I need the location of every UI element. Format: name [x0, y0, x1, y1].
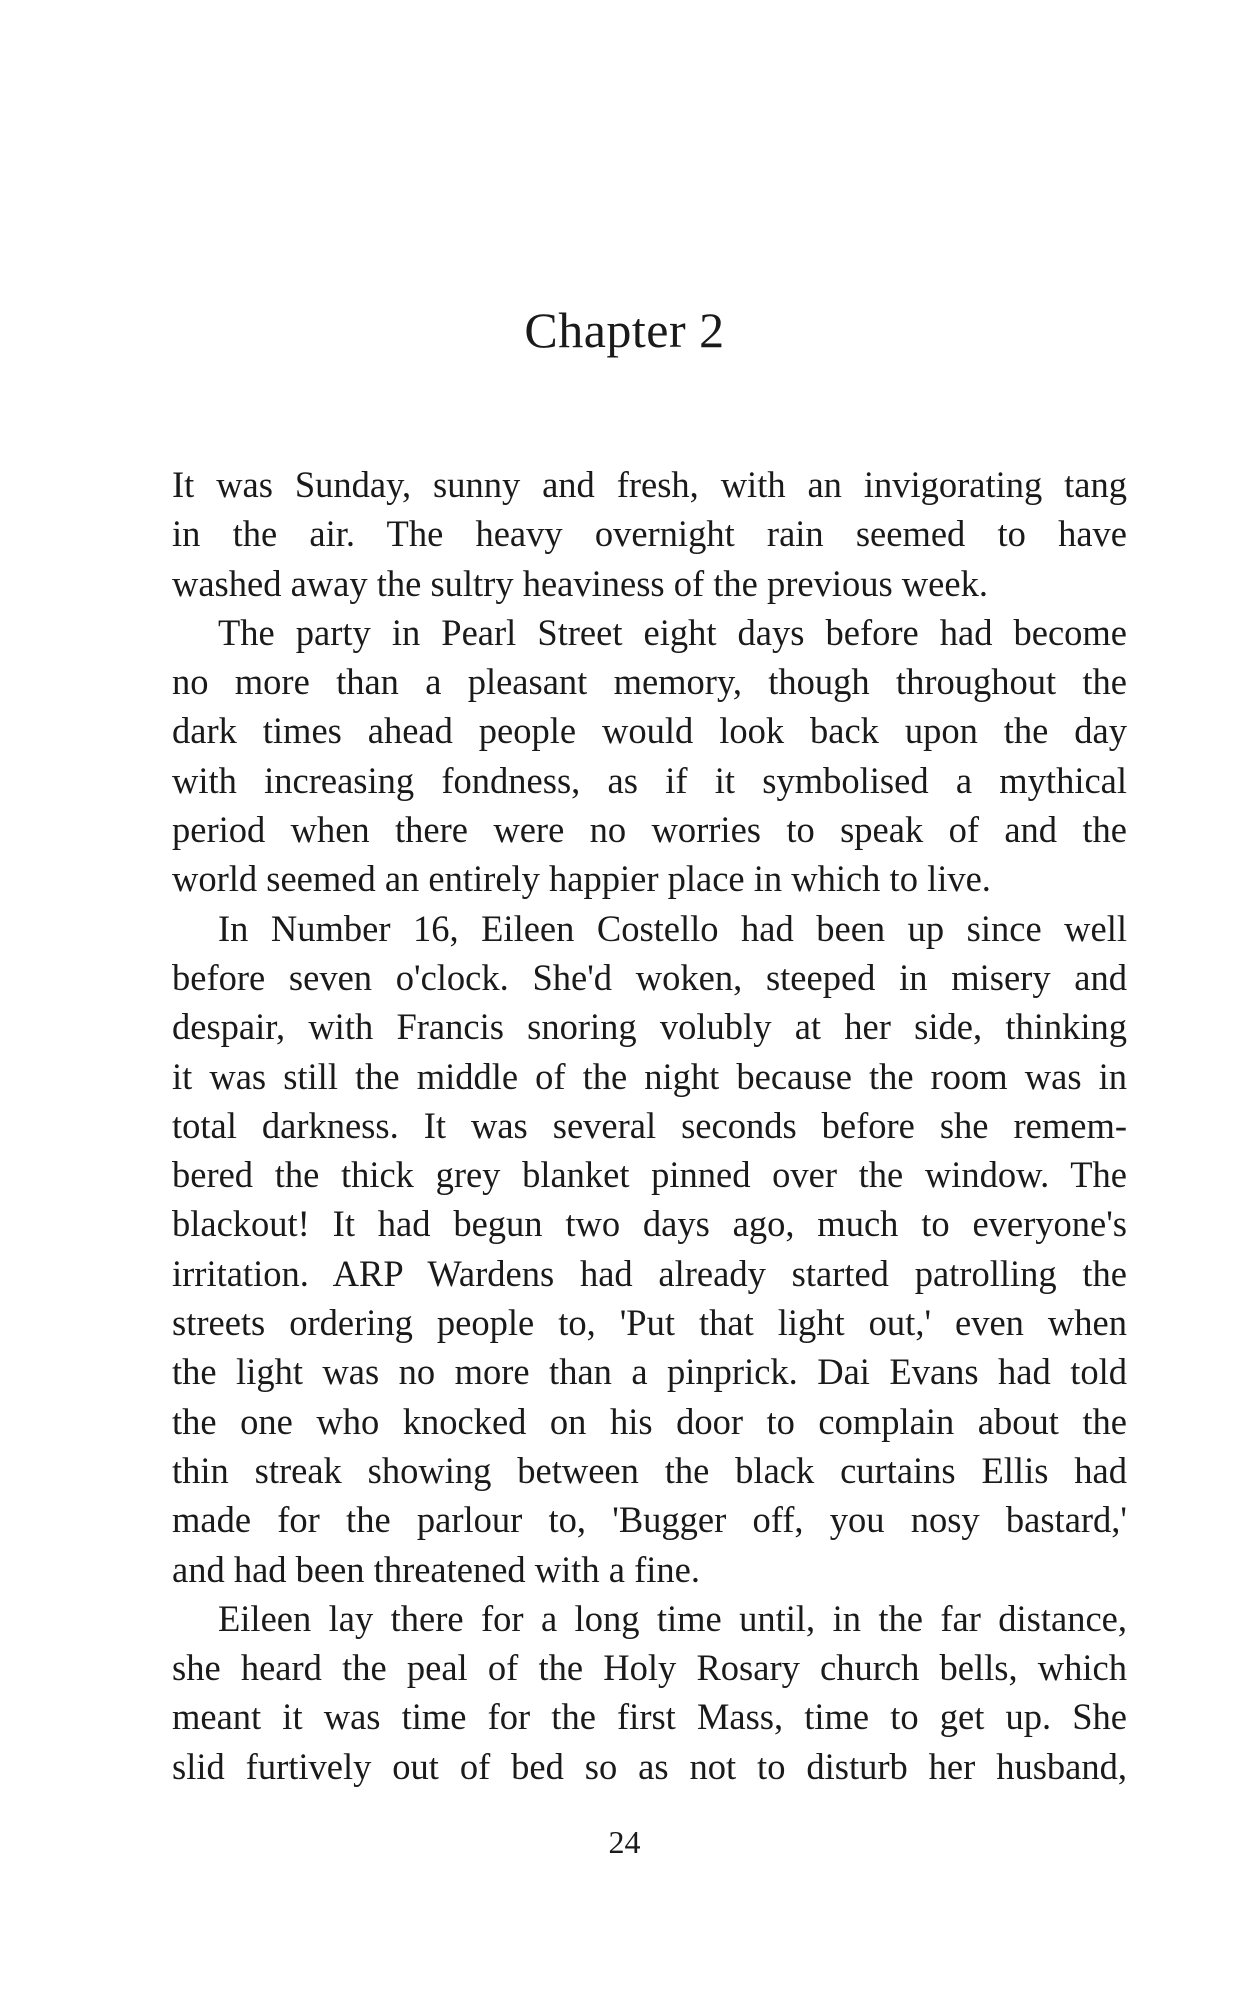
body-text — [172, 460, 1127, 1791]
text-line: no more than a pleasant memory, though throughout the — [172, 661, 1127, 703]
chapter-title: Chapter 2 — [524, 302, 725, 358]
text-line: washed away the sultry heaviness of the previous week. — [172, 562, 988, 604]
text-line: in the air. The heavy overnight rain seemed to have — [172, 513, 1127, 555]
text-line: meant it was time for the first Mass, time to get up. She — [172, 1696, 1127, 1738]
text-line: period when there were no worries to speak of and the — [172, 809, 1127, 851]
text-line: thin streak showing between the black curtains Ellis had — [172, 1449, 1127, 1491]
paragraph — [172, 608, 1127, 904]
text-line: streets ordering people to, 'Put that light out,' even when — [172, 1302, 1127, 1344]
text-line: total darkness. It was several seconds before she remem- — [172, 1104, 1127, 1146]
paragraph — [172, 1594, 1127, 1791]
text-line: In Number 16, Eileen Costello had been up since well — [218, 907, 1127, 949]
text-line: The party in Pearl Street eight days before had become — [218, 611, 1127, 653]
text-line: and had been threatened with a fine. — [172, 1548, 701, 1590]
text-line: slid furtively out of bed so as not to disturb her husband, — [172, 1745, 1127, 1787]
text-line: irritation. ARP Wardens had already started patrolling the — [172, 1252, 1127, 1294]
text-line: world seemed an entirely happier place in which to live. — [172, 858, 991, 900]
text-line: Eileen lay there for a long time until, in the far distance, — [218, 1597, 1127, 1639]
text-line: made for the parlour to, 'Bugger off, you nosy bastard,' — [172, 1499, 1127, 1541]
text-line: despair, with Francis snoring volubly at her side, thinking — [172, 1006, 1127, 1048]
text-line: dark times ahead people would look back upon the day — [172, 710, 1127, 752]
text-line: before seven o'clock. She'd woken, steeped in misery and — [172, 956, 1127, 998]
paragraph — [172, 460, 1127, 608]
text-line: bered the thick grey blanket pinned over the window. The — [172, 1154, 1127, 1196]
text-line: blackout! It had begun two days ago, much to everyone's — [172, 1203, 1127, 1245]
text-line: with increasing fondness, as if it symbolised a mythical — [172, 759, 1127, 801]
text-line: the light was no more than a pinprick. Dai Evans had told — [172, 1351, 1127, 1393]
text-line: it was still the middle of the night because the room was in — [172, 1055, 1127, 1097]
paragraph — [172, 904, 1127, 1594]
page-number: 24 — [608, 1824, 641, 1860]
text-line: It was Sunday, sunny and fresh, with an invigorating tang — [172, 464, 1127, 505]
text-line: the one who knocked on his door to complain about the — [172, 1400, 1127, 1442]
text-line: she heard the peal of the Holy Rosary church bells, which — [172, 1647, 1127, 1689]
